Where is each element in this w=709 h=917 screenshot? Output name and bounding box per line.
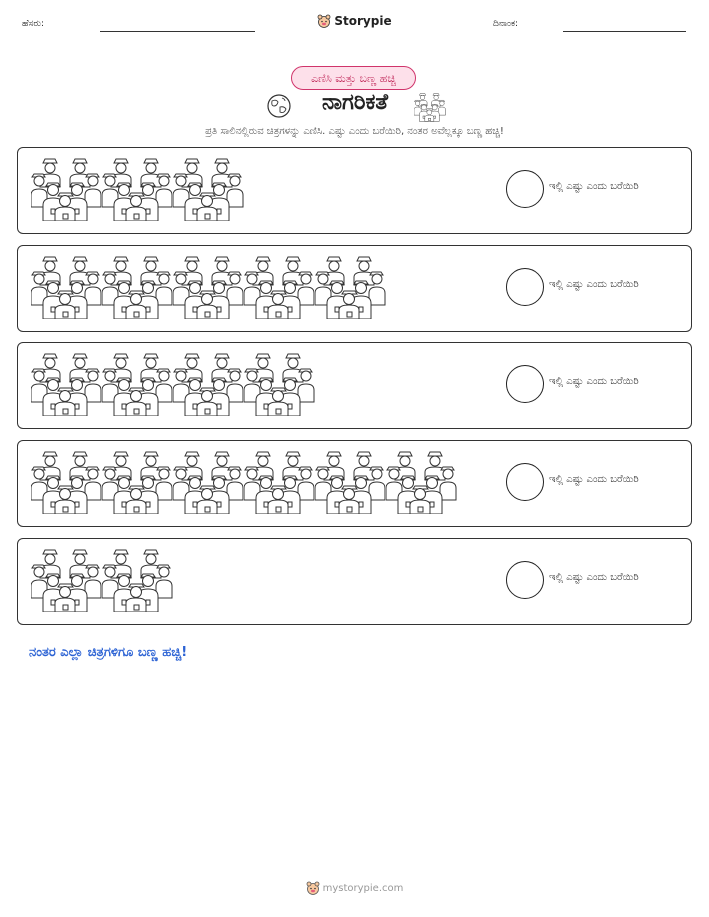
crowd-of-people-icon	[102, 157, 173, 221]
picture-group	[31, 352, 315, 416]
mascot-icon	[306, 881, 320, 895]
answer-circle[interactable]	[506, 463, 544, 501]
brand-name: Storypie	[334, 14, 392, 28]
crowd-of-people-icon	[315, 450, 386, 514]
crowd-of-people-icon	[31, 157, 102, 221]
counting-row-1	[17, 147, 692, 234]
crowd-of-people-icon	[414, 92, 446, 122]
crowd-of-people-icon	[173, 255, 244, 319]
answer-circle[interactable]	[506, 268, 544, 306]
crowd-of-people-icon	[31, 548, 102, 612]
crowd-of-people-icon	[31, 352, 102, 416]
brand-logo	[0, 13, 709, 32]
crowd-of-people-icon	[244, 255, 315, 319]
picture-group	[31, 255, 386, 319]
page-title: ನಾಗರಿಕತೆ	[322, 90, 388, 115]
crowd-of-people-icon	[173, 450, 244, 514]
footer-note: ನಂತರ ಎಲ್ಲಾ ಚಿತ್ರಗಳಿಗೂ ಬಣ್ಣ ಹಚ್ಚಿ!	[29, 645, 188, 660]
answer-label: ಇಲ್ಲಿ ಎಷ್ಟು ಎಂದು ಬರೆಯಿರಿ	[549, 474, 639, 485]
counting-row-5	[17, 538, 692, 625]
instructions-text: ಪ್ರತಿ ಸಾಲಿನಲ್ಲಿರುವ ಚಿತ್ರಗಳನ್ನು ಎಣಿಸಿ. ಎಷ್ಟು ಎಂದು ಬರೆಯಿರಿ, ನಂತರ ಅವೆಲ್ಲಕ್ಕೂ ಬಣ್ಣ ಹಚ್ಚಿ!	[205, 126, 504, 137]
mascot-icon	[317, 14, 331, 28]
answer-label: ಇಲ್ಲಿ ಎಷ್ಟು ಎಂದು ಬರೆಯಿರಿ	[549, 572, 639, 583]
crowd-of-people-icon	[102, 548, 173, 612]
picture-group	[31, 157, 244, 221]
crowd-of-people-icon	[173, 352, 244, 416]
answer-label: ಇಲ್ಲಿ ಎಷ್ಟು ಎಂದು ಬರೆಯಿರಿ	[549, 376, 639, 387]
picture-group	[31, 548, 173, 612]
crowd-of-people-icon	[386, 450, 457, 514]
counting-row-4	[17, 440, 692, 527]
crowd-of-people-icon	[102, 255, 173, 319]
picture-group	[31, 450, 457, 514]
activity-badge: ಎಣಿಸಿ ಮತ್ತು ಬಣ್ಣ ಹಚ್ಚಿ	[291, 66, 416, 90]
answer-label: ಇಲ್ಲಿ ಎಷ್ಟು ಎಂದು ಬರೆಯಿರಿ	[549, 181, 639, 192]
answer-circle[interactable]	[506, 561, 544, 599]
answer-circle[interactable]	[506, 170, 544, 208]
crowd-of-people-icon	[173, 157, 244, 221]
counting-row-3	[17, 342, 692, 429]
crowd-of-people-icon	[102, 352, 173, 416]
crowd-of-people-icon	[31, 255, 102, 319]
globe-icon	[266, 93, 292, 119]
name-label: ಹೆಸರು:	[22, 19, 45, 29]
crowd-of-people-icon	[102, 450, 173, 514]
answer-label: ಇಲ್ಲಿ ಎಷ್ಟು ಎಂದು ಬರೆಯಿರಿ	[549, 279, 639, 290]
footer-brand	[0, 881, 709, 898]
counting-row-2	[17, 245, 692, 332]
date-field[interactable]	[563, 31, 686, 32]
crowd-of-people-icon	[244, 352, 315, 416]
date-label: ದಿನಾಂಕ:	[493, 19, 519, 29]
crowd-of-people-icon	[31, 450, 102, 514]
footer-url[interactable]: mystorypie.com	[322, 882, 404, 894]
answer-circle[interactable]	[506, 365, 544, 403]
crowd-of-people-icon	[244, 450, 315, 514]
crowd-of-people-icon	[315, 255, 386, 319]
